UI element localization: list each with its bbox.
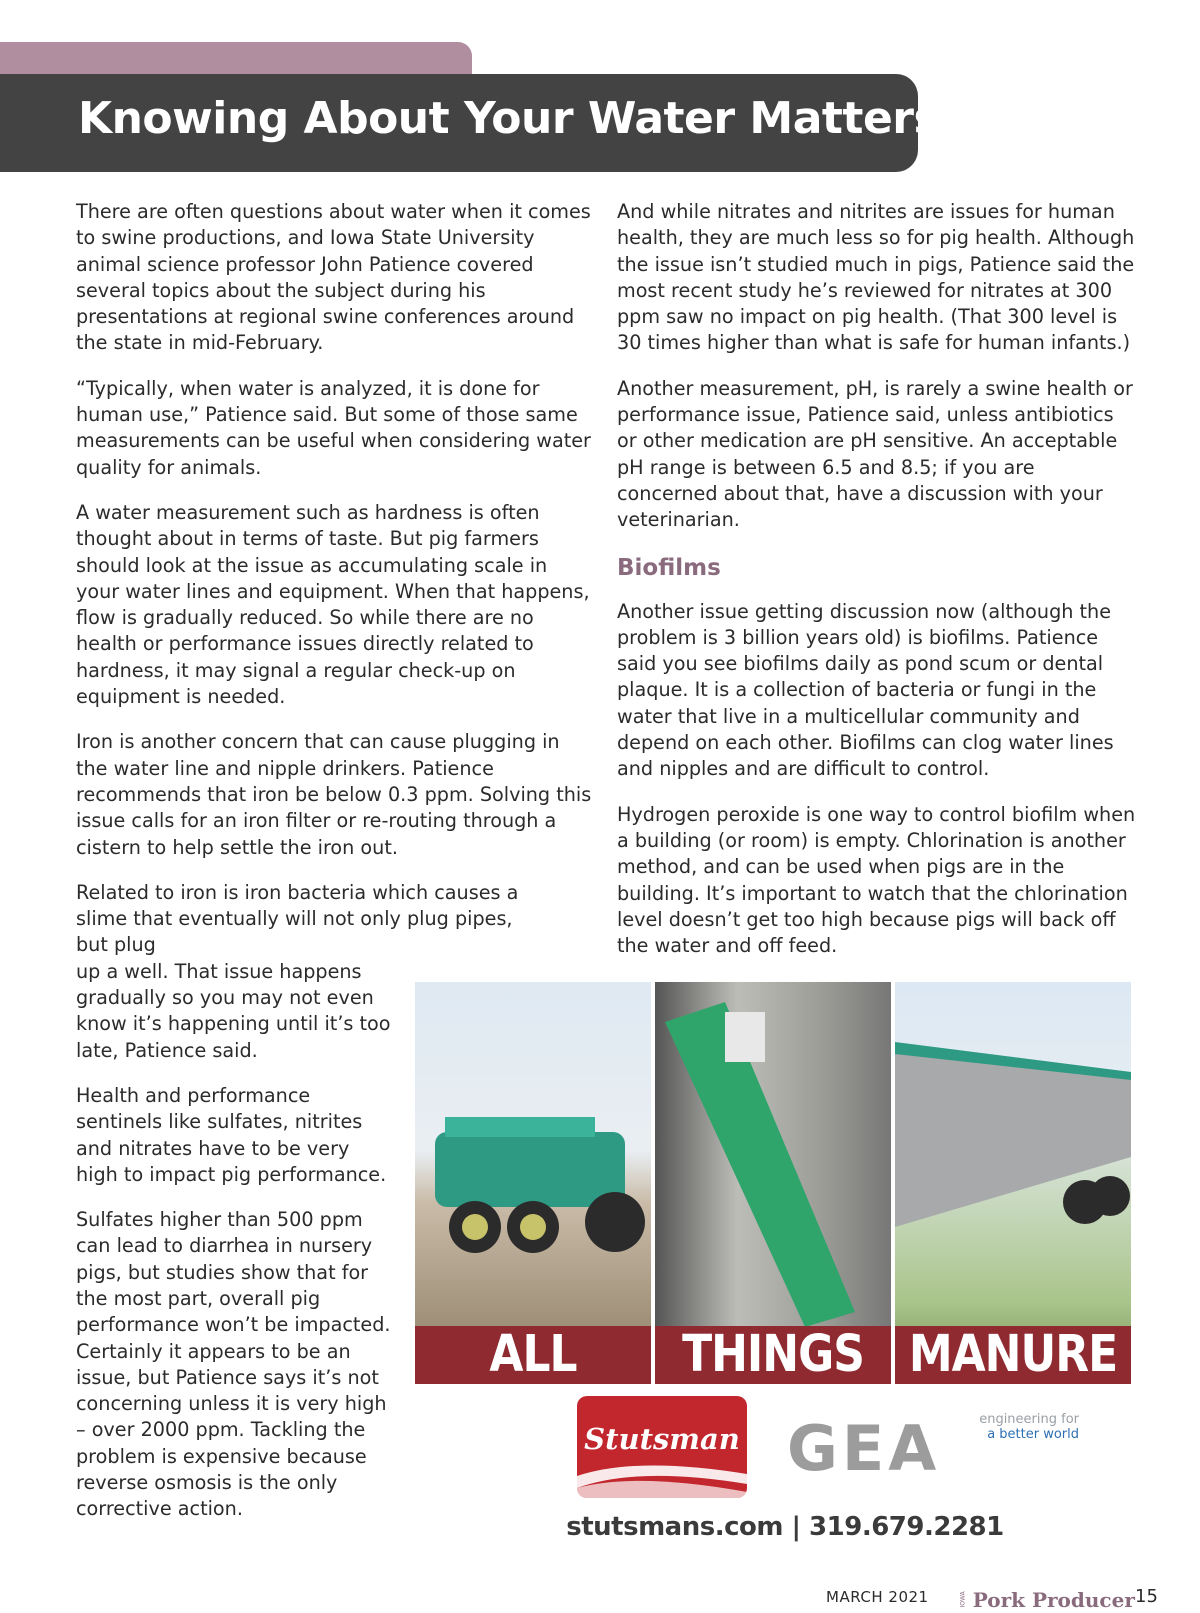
page-title: Knowing About Your Water Matters [78, 93, 940, 144]
paragraph: There are often questions about water when it comes to swine productions, and Iowa State University animal science professor John Patience covered several topics about the subject during his presentations at regional swine conferences around the state in mid-February. [76, 200, 591, 355]
stutsman-wordmark: Stutsman [584, 1422, 740, 1456]
ad-contact-info: stutsmans.com | 319.679.2281 [566, 1512, 1004, 1542]
paragraph: Another issue getting discussion now (although the problem is 3 billion years old) is biofilms. Patience said you see biofilms daily as pond scum or dental plaque. It is a collection of bacteria or fungi in the water that live in a multicellular community and depend on each other. Biofilms can clog water lines and nipples and are difficult to control. [617, 599, 1114, 781]
paragraph: And while nitrates and nitrites are issues for human health, they are much less so for pig health. Although the issue isn’t studied much in pigs, Patience said the most recent study he’s reviewed for nitrates at 300 ppm saw no impact on pig health. (That 300 level is 30 times higher than what is safe for human infants.) [617, 200, 1135, 355]
tanker-illustration [415, 982, 651, 1384]
gea-tagline-line2: a better world [987, 1427, 1079, 1442]
paragraph: Another measurement, pH, is rarely a swine health or performance issue, Patience said, unless antibiotics or other medication are pH sensitive. An acceptable pH range is between 6.5 and 8.5; if you are concerned about that, have a discussion with your veterinarian. [617, 376, 1133, 532]
advertisement [415, 982, 1135, 1547]
gea-wordmark: GEA [787, 1412, 941, 1485]
gea-tagline [967, 1412, 1079, 1442]
ad-banner [655, 1326, 891, 1384]
right-column [617, 199, 1137, 978]
ad-photo-tanker-field [415, 982, 651, 1384]
paragraph-narrow-part: up a well. That issue happens gradually so you may not even know it’s happening until it’s too late, Patience said. [76, 959, 391, 1062]
pump-illustration [655, 982, 891, 1384]
stutsman-logo [577, 1396, 747, 1498]
paragraph: Iron is another concern that can cause plugging in the water line and nipple drinkers. Patience recommends that iron be below 0.3 ppm. Solving this issue calls for an iron filter or re-routing through a cistern to help settle the iron out. [76, 730, 592, 859]
banner-word: THINGS [682, 1325, 864, 1384]
issue-date: MARCH 2021 [826, 1588, 929, 1606]
brand-state: IOWA [959, 1591, 967, 1608]
gea-tagline-line1: engineering for [979, 1412, 1079, 1427]
brand-name: Pork Producer [972, 1588, 1135, 1612]
gea-logo [787, 1412, 957, 1485]
banner-word: MANURE [908, 1325, 1118, 1384]
paragraph: Hydrogen peroxide is one way to control biofilm when a building (or room) is empty. Chlorination is another method, and can be used when pigs are in the building. It’s important to watch that the chlorination level doesn’t get too high because pigs will back off the water and off feed. [617, 802, 1136, 958]
magazine-brand [958, 1588, 1135, 1610]
ad-photo-tanker-grass [895, 982, 1131, 1384]
banner-word: ALL [489, 1325, 577, 1384]
paragraph: Health and performance sentinels like sulfates, nitrites and nitrates have to be very high to impact pig performance. [76, 1083, 387, 1186]
paragraph: “Typically, when water is analyzed, it is done for human use,” Patience said. But some of those same measurements can be useful when considering water quality for animals. [76, 376, 591, 479]
ad-banner [415, 1326, 651, 1384]
tanker-illustration [895, 982, 1131, 1384]
ad-banner [895, 1326, 1131, 1384]
title-bar [0, 74, 940, 172]
section-heading-biofilms: Biofilms [617, 554, 721, 581]
paragraph-wide-part: Related to iron is iron bacteria which causes a slime that eventually will not only plug pipes, but plug [76, 880, 519, 957]
paragraph: A water measurement such as hardness is often thought about in terms of taste. But pig farmers should look at the issue as accumulating scale in your water lines and equipment. When that happens, flow is gradually reduced. So while there are no health or performance issues directly related to hardness, it may signal a regular check-up on equipment is needed. [76, 500, 590, 709]
page-number: 15 [1135, 1586, 1158, 1607]
paragraph: Sulfates higher than 500 ppm can lead to diarrhea in nursery pigs, but studies show that for the most part, overall pig performance won’t be impacted. Certainly it appears to be an issue, but Patience says it’s not concerning unless it is very high – over 2000 ppm. Tackling the problem is expensive because reverse osmosis is the only corrective action. [76, 1208, 391, 1521]
ad-photo-pump-pipe [655, 982, 891, 1384]
